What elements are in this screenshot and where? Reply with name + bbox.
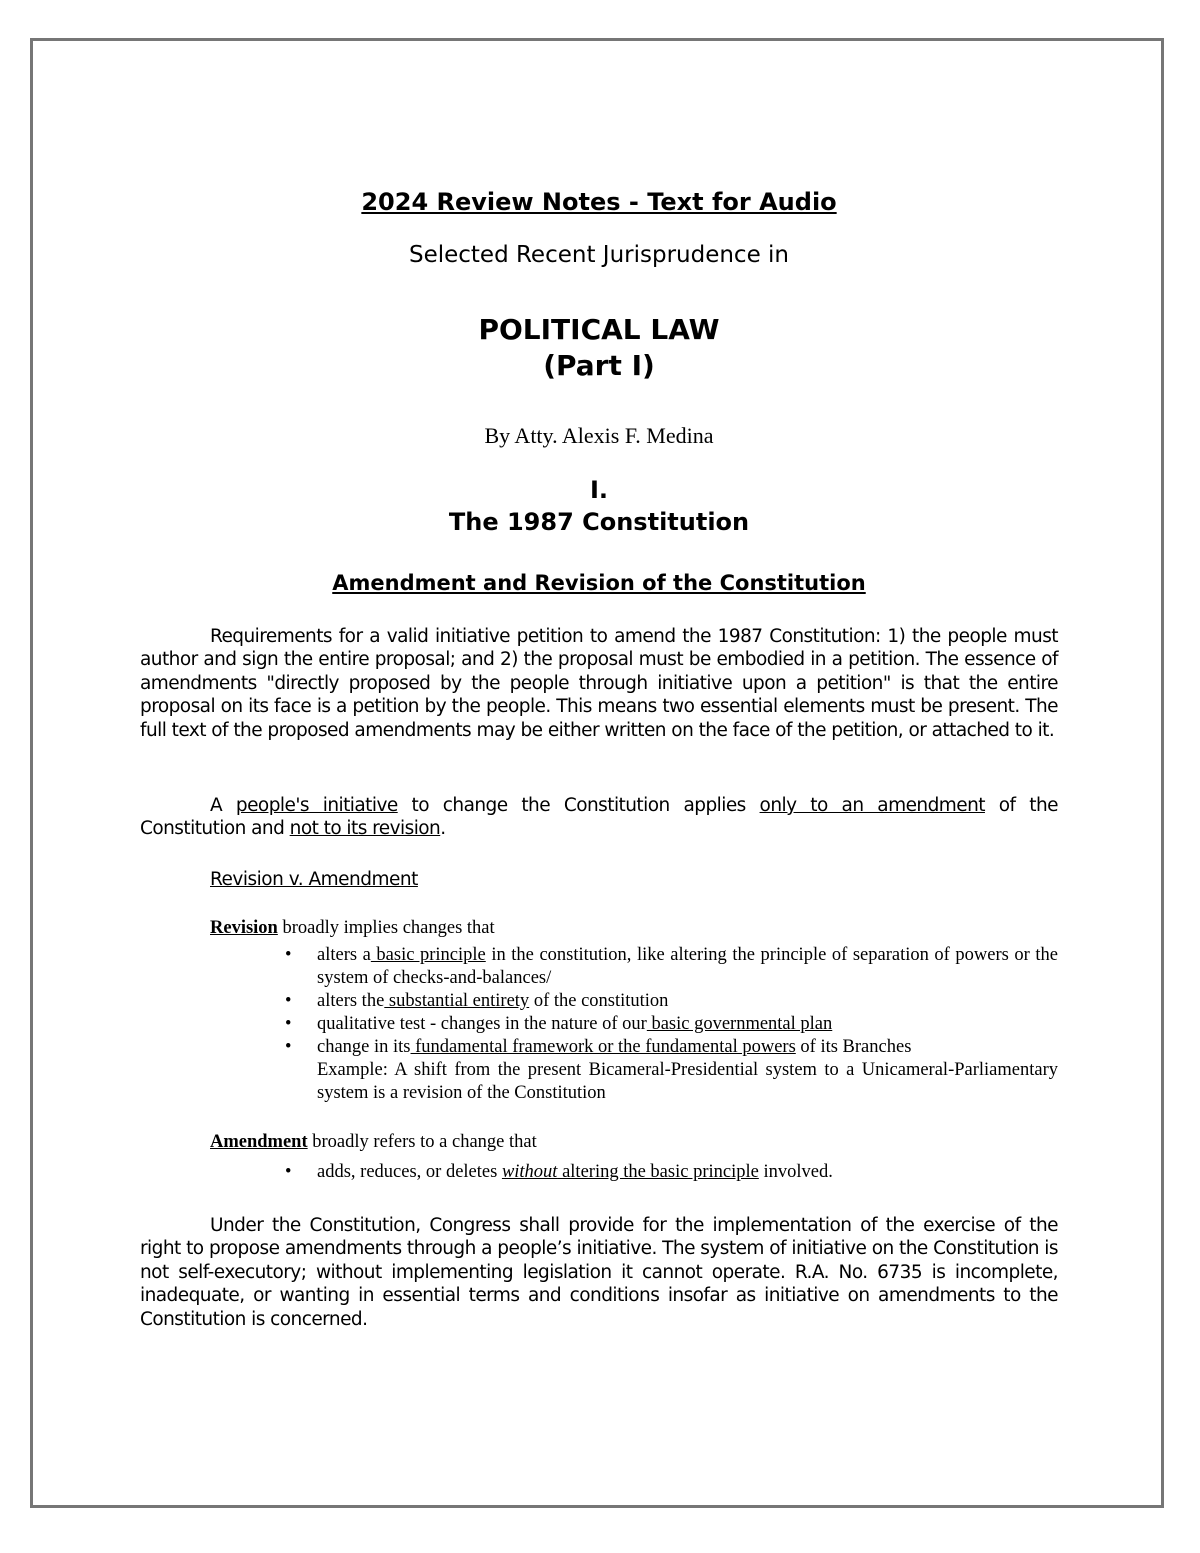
subject-heading [140, 312, 1058, 384]
paragraph-peoples-initiative: A people's initiative to change the Constitution applies only to an amendment of the Constitution and not to its revision. [140, 795, 1058, 840]
amendment-definition: Amendment broadly refers to a change that [210, 1132, 537, 1152]
revision-list [285, 944, 1058, 1105]
list-item: • qualitative test - changes in the nature of our basic governmental plan [285, 1014, 833, 1034]
paragraph-requirements: Requirements for a valid initiative petition to amend the 1987 Constitution: 1) the people must author and sign the entire proposal; and 2) the proposal must be embodied in a petition. The essence of amendments "directly proposed by the people through initiative upon a petition" is that the entire proposal on its face is a petition by the people. This means two essential elements must be present. The full text of the proposed amendments may be either written on the face of the petition, or attached to it. [140, 626, 1058, 741]
revision-example: Example: A shift from the present Bicameral-Presidential system to a Unicameral-Parliamentary system is a revision of the Constitution [317, 1060, 1058, 1103]
revision-definition: Revision broadly implies changes that [210, 918, 495, 938]
author-line: By Atty. Alexis F. Medina [484, 423, 714, 448]
document-title: 2024 Review Notes - Text for Audio [361, 188, 837, 216]
list-item: • alters a basic principle in the constitution, like altering the principle of separation of powers or the system of checks-and-balances/ [285, 945, 1058, 988]
chapter-title: The 1987 Constitution [448, 508, 750, 536]
list-item: • adds, reduces, or deletes without altering the basic principle involved. [285, 1162, 833, 1182]
section-heading: Amendment and Revision of the Constitution [332, 571, 866, 595]
list-item: • change in its fundamental framework or the fundamental powers of its Branches Example: A shift from the present Bicameral-Presidential system to a Unicameral-Parliamentary system is a revision of the Constitution [285, 1037, 1058, 1103]
subject-line-2: (Part I) [543, 349, 655, 382]
list-item: • alters the substantial entirety of the constitution [285, 991, 669, 1011]
subject-line-1: POLITICAL LAW [478, 313, 720, 346]
amendment-list [285, 1161, 1058, 1184]
chapter-number: I. [589, 476, 609, 504]
document-subtitle: Selected Recent Jurisprudence in [408, 242, 790, 268]
chapter-heading [140, 474, 1058, 538]
subheading-revision-v-amendment: Revision v. Amendment [210, 869, 418, 890]
paragraph-implementation: Under the Constitution, Congress shall provide for the implementation of the exercise of the right to propose amendments through a people’s initiative. The system of initiative on the Constitution is not self-executory; without implementing legislation it cannot operate. R.A. No. 6735 is incomplete, inadequate, or wanting in essential terms and conditions insofar as initiative on amendments to the Constitution is concerned. [140, 1215, 1058, 1330]
